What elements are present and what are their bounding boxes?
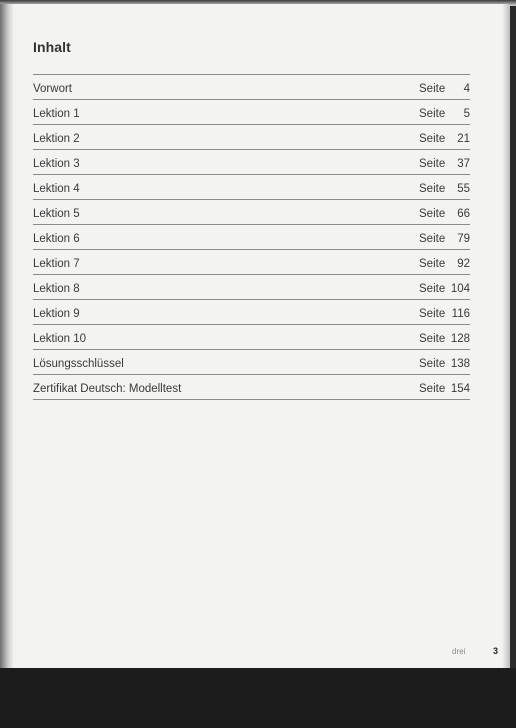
toc-row	[33, 75, 470, 100]
toc-page-number: 5	[463, 108, 470, 120]
toc-entry-label: Lektion 10	[33, 333, 87, 345]
toc-row	[33, 350, 470, 375]
toc-page-number: 154	[450, 383, 470, 395]
toc-row	[33, 125, 470, 150]
document-page	[0, 4, 510, 668]
toc-seite-label: Seite	[419, 233, 446, 245]
toc-seite-label: Seite	[419, 183, 446, 195]
toc-entry-label: Zertifikat Deutsch: Modelltest	[33, 383, 182, 395]
toc-page-number: 66	[457, 208, 470, 220]
toc-entry-label: Lektion 3	[33, 158, 80, 170]
toc-seite-label: Seite	[419, 133, 446, 145]
toc-entry-label: Lektion 7	[33, 258, 80, 270]
toc-entry-label: Lektion 8	[33, 283, 80, 295]
toc-page-number: 37	[457, 158, 470, 170]
toc-row	[33, 150, 470, 175]
toc-page-number: 104	[450, 283, 470, 295]
page-title: Inhalt	[33, 39, 71, 55]
toc-seite-label: Seite	[419, 258, 446, 270]
page-gutter-shadow	[0, 4, 14, 668]
toc-row	[33, 200, 470, 225]
toc-row	[33, 250, 470, 275]
scan-background	[0, 668, 516, 728]
toc-entry-label: Lektion 5	[33, 208, 80, 220]
toc-entry-label: Lektion 1	[33, 108, 80, 120]
page-number: 3	[493, 646, 499, 656]
toc-page-number: 138	[450, 358, 470, 370]
toc-seite-label: Seite	[419, 383, 446, 395]
toc-row	[33, 275, 470, 300]
toc-seite-label: Seite	[419, 108, 446, 120]
toc-page-number: 116	[451, 308, 470, 320]
toc-seite-label: Seite	[419, 308, 446, 320]
toc-entry-label: Lektion 9	[33, 308, 80, 320]
toc-row	[33, 325, 470, 350]
toc-row	[33, 300, 470, 325]
page-edge-shadow	[502, 4, 510, 668]
toc-page-number: 21	[457, 133, 470, 145]
toc-entry-label: Lösungsschlüssel	[33, 358, 124, 370]
toc-entry-label: Lektion 2	[33, 133, 80, 145]
toc-seite-label: Seite	[419, 208, 446, 220]
toc-row	[33, 225, 470, 250]
toc-page-number: 4	[463, 83, 470, 95]
toc-row	[33, 100, 470, 125]
toc-entry-label: Vorwort	[33, 83, 72, 95]
page-footer-word: drei	[452, 647, 466, 656]
toc-seite-label: Seite	[419, 283, 446, 295]
toc-seite-label: Seite	[419, 358, 446, 370]
toc-entry-label: Lektion 4	[33, 183, 80, 195]
toc-page-number: 128	[450, 333, 470, 345]
toc-seite-label: Seite	[419, 158, 446, 170]
toc-page-number: 55	[457, 183, 470, 195]
table-of-contents	[33, 74, 470, 400]
toc-page-number: 79	[457, 233, 470, 245]
toc-row	[33, 175, 470, 200]
toc-page-number: 92	[457, 258, 470, 270]
toc-entry-label: Lektion 6	[33, 233, 80, 245]
toc-row	[33, 375, 470, 400]
toc-seite-label: Seite	[419, 83, 446, 95]
toc-seite-label: Seite	[419, 333, 446, 345]
